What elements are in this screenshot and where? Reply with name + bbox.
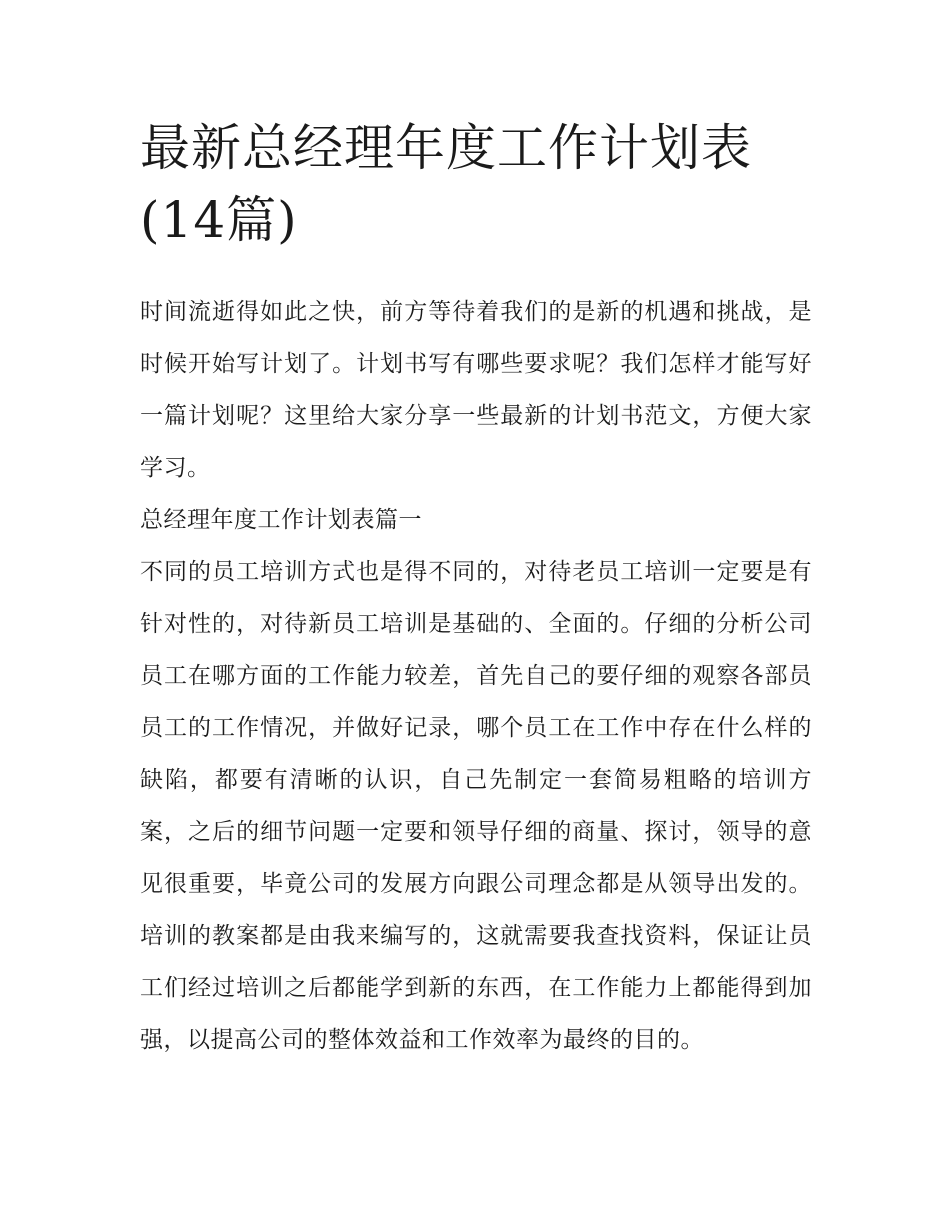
document-content — [140, 112, 812, 1066]
page-title: 最新总经理年度工作计划表(14篇) — [140, 119, 752, 249]
intro-paragraph: 时间流逝得如此之快，前方等待着我们的是新的机遇和挑战，是时候开始写计划了。计划书写有哪些要求呢？我们怎样才能写好一篇计划呢？这里给大家分享一些最新的计划书范文，方便大家学习。 — [140, 299, 812, 481]
section-heading: 总经理年度工作计划表篇一 — [140, 507, 422, 533]
section-body-paragraph: 不同的员工培训方式也是得不同的，对待老员工培训一定要是有针对性的，对待新员工培训是基础的、全面的。仔细的分析公司员工在哪方面的工作能力较差，首先自己的要仔细的观察各部员员工的工作情况，并做好记录，哪个员工在工作中存在什么样的缺陷，都要有清晰的认识，自己先制定一套简易粗略的培训方案，之后的细节问题一定要和领导仔细的商量、探讨，领导的意见很重要，毕竟公司的发展方向跟公司理念都是从领导出发的。培训的教案都是由我来编写的，这就需要我查找资料，保证让员工们经过培训之后都能学到新的东西，在工作能力上都能得到加强，以提高公司的整体效益和工作效率为最终的目的。 — [140, 559, 812, 1053]
